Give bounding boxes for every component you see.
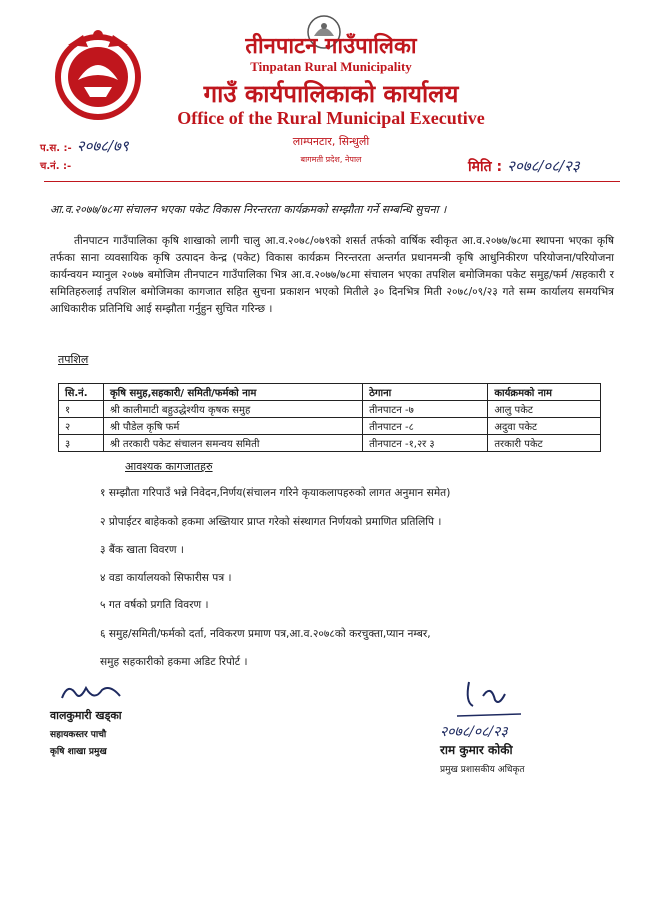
- table-header: कार्यक्रमको नाम: [488, 384, 601, 401]
- right-signatory-title: प्रमुख प्रशासकीय अधिकृत: [440, 765, 525, 775]
- office-name-en: Office of the Rural Municipal Executive: [177, 108, 485, 128]
- notice-body-text: तीनपाटन गाउँपालिका कृषि शाखाको लागी चालु आ.व.२०७८/०७९को शसर्त तर्फको वार्षिक स्वीकृत आ.व.२०७७/७८मा स्थापना भएका कृषि तर्फका साना व्यवसायिक कृषि उत्पादन केन्द्र (पकेट) विकास कार्यक्रम निरन्तरता अन्तर्गत प्रधानमन्त्री कृषि आधुनिकीरण परियोजना/परियोजना कार्यन्वयन म्यानुल २०७७ बमोजिम तीनपाटन गाउँपालिका भित्र आ.व.२०७७/७८मा संचालन भएका तपशिल बमोजिमका पकेट समुह/फर्म /सहकारी र समितिहरुलाई तपशिल बमोजिमका कागजात सहित सुचना प्रकाशन भएको मितीले ३० दिनभित्र मिती २०७८/०९/२३ गते सम्म कार्यालय समयभित्र आधिकारीक प्रतिनिधि आई सम्झौता गर्नुहुन सुचित गरिन्छ ।: [50, 235, 614, 315]
- table-cell: श्री पौडेल कृषि फर्म: [104, 418, 363, 435]
- left-signatory: [50, 694, 122, 757]
- date-value: २०७८/०८/२३: [507, 157, 580, 175]
- table-cell: श्री तरकारी पकेट संचालन समन्वय समिती: [104, 435, 363, 452]
- table-cell: ३: [59, 435, 104, 452]
- cn-label: च.नं. :-: [40, 161, 72, 172]
- table-header: ठेगाना: [363, 384, 488, 401]
- right-signature-date: २०७८/०८/२३: [440, 724, 508, 740]
- ps-value: २०७८/७९: [76, 137, 129, 155]
- table-row: [59, 418, 601, 435]
- notice-body: [50, 233, 614, 318]
- left-signatory-dept: कृषि शाखा प्रमुख: [50, 747, 107, 757]
- header-rule: [44, 181, 620, 182]
- table-cell: तरकारी पकेट: [488, 435, 601, 452]
- office-province: बागमती प्रदेश, नेपाल: [300, 155, 362, 164]
- notice-subject: आ.व.२०७७/७८मा संचालन भएका पकेट विकास निरन्तरता कार्यक्रमको सम्झौता गर्ने सम्बन्धि सुचना ।: [50, 203, 447, 216]
- details-heading: तपशिल: [58, 353, 89, 366]
- municipality-name-np: तीनपाटन गाउँपालिका: [245, 34, 417, 59]
- doc-item: ४ वडा कार्यालयको सिफारीस पत्र ।: [100, 572, 232, 584]
- doc-item: ३ बैंक खाता विवरण ।: [100, 544, 184, 556]
- left-signatory-title: सहायकस्तर पाचौ: [50, 730, 107, 740]
- doc-item: १ सम्झौता गरिपाउँ भन्ने निवेदन,निर्णय(संचालन गरिने कृयाकलापहरुको लागत अनुमान समेत): [100, 487, 451, 499]
- table-cell: आलु पकेट: [488, 401, 601, 418]
- table-row: [59, 401, 601, 418]
- doc-item: ५ गत वर्षको प्रगति विवरण ।: [100, 599, 209, 611]
- letter-number: [40, 136, 129, 156]
- office-name-np: गाउँ कार्यपालिकाको कार्यालय: [203, 80, 459, 108]
- table-cell: तीनपाटन -८: [363, 418, 488, 435]
- table-cell: अदुवा पकेट: [488, 418, 601, 435]
- ps-label: प.स. :-: [40, 143, 72, 154]
- table-cell: तीनपाटन -७: [363, 401, 488, 418]
- letter-date: [468, 156, 580, 176]
- right-signatory: [440, 680, 525, 775]
- office-address: लाम्पनटार, सिन्धुली: [292, 135, 370, 148]
- table-cell: २: [59, 418, 104, 435]
- right-signatory-name: राम कुमार कोकी: [440, 743, 513, 757]
- required-docs-title: आवश्यक कागजातहरु: [125, 460, 213, 473]
- table-cell: १: [59, 401, 104, 418]
- date-label: मिति :: [468, 159, 503, 175]
- table-header: सि.नं.: [59, 384, 104, 401]
- municipality-name-en: Tinpatan Rural Municipality: [250, 59, 412, 74]
- doc-item: ६ समुह/समिती/फर्मको दर्ता, नविकरण प्रमाण पत्र,आ.व.२०७८को करचुक्ता,प्यान नम्बर,: [100, 628, 431, 640]
- left-signatory-name: वालकुमारी खड्का: [50, 709, 122, 722]
- table-header: कृषि समुह,सहकारी/ समिती/फर्मको नाम: [104, 384, 363, 401]
- table-cell: श्री कालीमाटी बहुउद्धेश्यीय कृषक समुह: [104, 401, 363, 418]
- table-cell: तीनपाटन -१,२र ३: [363, 435, 488, 452]
- doc-item: २ प्रोपाईटर बाहेकको हकमा अख्तियार प्राप्त गरेको संस्थागत निर्णयको प्रमाणित प्रतिलिपि ।: [100, 516, 442, 528]
- pocket-list-table: [58, 383, 601, 452]
- doc-item: समुह सहकारीको हकमा अडिट रिपोर्ट ।: [100, 656, 248, 668]
- table-header-row: [59, 384, 601, 401]
- table-row: [59, 435, 601, 452]
